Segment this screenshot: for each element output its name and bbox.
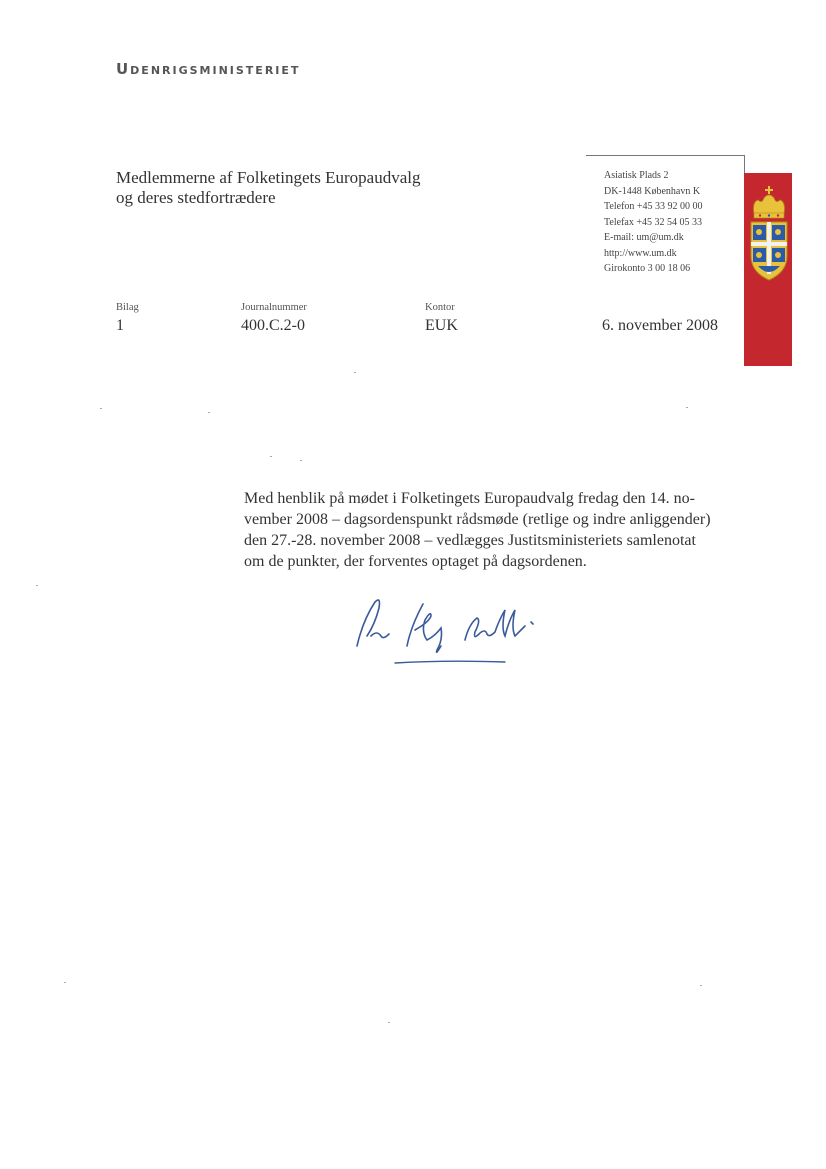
recipient-line-1: Medlemmerne af Folketingets Europaudvalg	[116, 168, 421, 187]
journal-number-label: Journalnummer	[241, 302, 307, 313]
address-line: http://www.um.dk	[604, 247, 677, 259]
letter-date: 6. november 2008	[602, 317, 718, 334]
office-label: Kontor	[425, 302, 455, 313]
scan-speck	[64, 982, 66, 983]
scan-speck	[300, 460, 302, 461]
address-side-rule	[744, 155, 745, 173]
address-line: Telefon +45 33 92 00 00	[604, 201, 703, 212]
scan-speck	[354, 372, 356, 373]
office-value: EUK	[425, 317, 458, 334]
address-block	[604, 168, 703, 277]
scan-speck	[686, 407, 688, 408]
address-line: Girokonto 3 00 18 06	[604, 263, 691, 274]
ministry-letterhead: Udenrigsministeriet	[116, 60, 301, 78]
crown-icon	[754, 186, 785, 218]
scan-speck	[700, 985, 702, 986]
recipient-line-2: og deres stedfortrædere	[116, 188, 276, 207]
crest-icon	[748, 186, 790, 292]
address-line: DK-1448 København K	[604, 185, 701, 197]
address-line: Telefax +45 32 54 05 33	[604, 216, 702, 228]
recipient-block	[116, 168, 421, 208]
journal-number-value: 400.C.2-0	[241, 317, 305, 334]
scan-speck	[270, 456, 272, 457]
signature-image	[345, 590, 545, 670]
scan-speck	[100, 408, 102, 409]
address-top-rule	[586, 155, 744, 156]
body-line: vember 2008 – dagsordenspunkt rådsmøde (retlige og indre anliggender)	[244, 511, 711, 528]
address-line: Asiatisk Plads 2	[604, 170, 669, 181]
bilag-value: 1	[116, 317, 124, 334]
body-line: Med henblik på mødet i Folketingets Europaudvalg fredag den 14. no-	[244, 490, 696, 507]
bilag-label: Bilag	[116, 302, 139, 313]
scan-speck	[36, 585, 38, 586]
address-line: E-mail: um@um.dk	[604, 232, 684, 243]
letter-body	[244, 488, 744, 572]
body-line: om de punkter, der forventes optaget på dagsordenen.	[244, 553, 587, 570]
scan-speck	[208, 412, 210, 413]
scan-speck	[388, 1022, 390, 1023]
body-line: den 27.-28. november 2008 – vedlægges Justitsministeriets samlenotat	[244, 532, 696, 549]
